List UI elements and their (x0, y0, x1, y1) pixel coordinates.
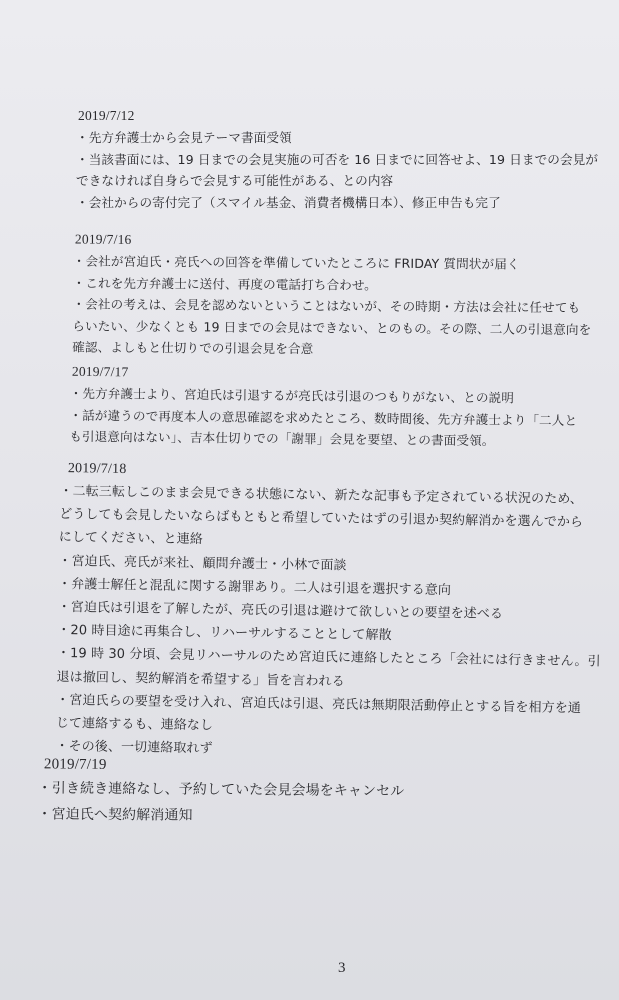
entry-line: じて連絡するも、連絡なし (55, 715, 214, 734)
entry-line: 退は撤回し、契約解消を希望する」旨を言われる (56, 669, 345, 690)
entry-line: ・会社の考えは、会見を認めないということはないが、その時期・方法は会社に任せても (72, 296, 581, 316)
entry-line: 確認、よしもと仕切りでの引退会見を合意 (72, 339, 314, 357)
entry-line: ・引き続き連絡なし、予約していた会見会場をキャンセル (37, 780, 405, 800)
entry-date: 2019/7/19 (43, 756, 107, 773)
entry-line: ・先方弁護士より、宮迫氏は引退するが亮氏は引退のつもりがない、との説明 (69, 385, 515, 406)
entry-2019-07-16 (0, 231, 619, 362)
entry-line: どうしても会見したいならばもともと希望していたはずの引退か契約解消かを選んでから (59, 507, 584, 531)
entry-line: ・宮迫氏は引退を了解したが、亮氏の引退は避けて欲しいとの要望を述べる (57, 599, 504, 622)
entry-line: ・当該書面には、19 日までの会見実施の可否を 16 日までに回答せよ、19 日までの会見が (76, 151, 599, 167)
entry-line: ・宮迫氏、亮氏が来社、顧問弁護士・小林で面談 (58, 553, 347, 574)
entry-date: 2019/7/12 (78, 108, 135, 123)
entry-line: ・これを先方弁護士に送付、再度の電話打ち合わせ。 (72, 275, 377, 293)
entry-date: 2019/7/18 (67, 461, 127, 477)
entry-line: ・宮迫氏らの要望を受け入れ、宮迫氏は引退、亮氏は無期限活動停止とする旨を相方を通 (56, 692, 582, 716)
entry-line: ・その後、一切連絡取れず (55, 739, 213, 757)
entry-line: ・会社が宮迫氏・亮氏への回答を準備していたところに FRIDAY 質問状が届く (72, 253, 520, 272)
entry-line: ・話が違うので再度本人の意思確認を求めたところ、数時間後、先方弁護士より「二人と (69, 407, 578, 428)
entry-2019-07-19 (0, 756, 619, 832)
entry-2019-07-12 (0, 108, 619, 213)
entry-line: ・宮迫氏へ契約解消通知 (37, 806, 193, 824)
entry-line: ・会社からの寄付完了（スマイル基金、消費者機構日本）、修正申告も完了 (76, 194, 501, 210)
entry-line: ・弁護士解任と混乱に関する謝罪あり。二人は引退を選択する意向 (57, 576, 452, 598)
page-number: 3 (338, 960, 346, 976)
entry-date: 2019/7/16 (74, 231, 132, 247)
entry-date: 2019/7/17 (71, 363, 129, 380)
entry-2019-07-18 (0, 460, 619, 767)
entry-line: ・先方弁護士から会見テーマ書面受領 (76, 130, 292, 145)
entry-line: ・二転三転しこのまま会見できる状態にない、新たな記事も予定されている状況のため、 (59, 483, 584, 508)
entry-2019-07-17 (0, 363, 619, 453)
entry-line: も引退意向はない」、吉本仕切りでの「謝罪」会見を要望、との書面受領。 (69, 428, 495, 449)
entry-line: ・20 時目途に再集合し、リハーサルすることとして解散 (57, 623, 392, 644)
entry-line: ・19 時 30 分頃、会見リハーサルのため宮迫氏に連絡したところ「会社には行きません。引 (56, 646, 601, 670)
entry-line: にしてください、と連絡 (58, 530, 203, 548)
entry-line: らいたい、少なくとも 19 日までの会見はできない、とのもの。その際、二人の引退意向を (72, 318, 592, 337)
entry-line: できなければ自身らで会見する可能性がある、との内容 (76, 173, 394, 188)
